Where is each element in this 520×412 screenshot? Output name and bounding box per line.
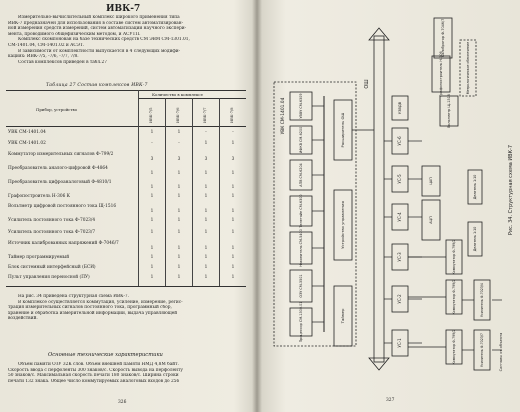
table-cell: 1: [150, 255, 154, 260]
table-cell: 1: [231, 171, 235, 176]
device-block-label: АЦП: [429, 216, 433, 224]
table-row-label: Усилитель постоянного тока Ф-7023/7: [8, 230, 96, 235]
specs-paragraph: [8, 362, 244, 384]
table-column-header: ИВК-7/5: [149, 107, 153, 123]
table-cell: 1: [204, 209, 208, 214]
uvk-block-label: Накопитель СМ-5400: [299, 229, 303, 267]
table-cell: -: [178, 141, 180, 146]
bus-label: ОШ: [364, 79, 370, 89]
page-number: 327: [386, 398, 395, 403]
text-line: печати 132 знака. Общее число коммутируемых аналоговых входов до 256: [8, 378, 180, 384]
table-column-header: ИВК-7/8: [230, 107, 234, 123]
table-cell: 1: [231, 209, 235, 214]
table-cell: 1: [150, 246, 154, 251]
table-cell: 1: [231, 275, 235, 280]
table-row-label: Преобразователь аналого-цифровой Ф-4864: [8, 166, 108, 171]
table-rule: [219, 98, 220, 286]
table-cell: 1: [150, 209, 154, 214]
table-rule: [6, 286, 246, 287]
text-line: Комплекс скомпонован на базе технических средств СМ ЭВМ СМ-1301.01,: [18, 37, 190, 43]
table-cell: 1: [231, 218, 235, 223]
table-cell: 1: [177, 130, 181, 135]
table-caption: Таблица 27 Состав комплексов ИВК-7: [46, 83, 148, 88]
table-cell: 1: [231, 255, 235, 260]
table-cell: 1: [177, 255, 181, 260]
table-cell: 1: [204, 246, 208, 251]
table-row-label: Пульт управления переносной (ПУ): [8, 275, 90, 280]
right-page: [262, 0, 520, 412]
table-cell: 3: [204, 157, 208, 162]
table-cell: 1: [204, 275, 208, 280]
table-cell: 1: [204, 171, 208, 176]
us-block-label: УС-3: [397, 252, 402, 262]
table-cell: 1: [231, 141, 235, 146]
table-column-header: ИВК-7/6: [176, 107, 180, 123]
table-cell: 1: [204, 265, 208, 270]
table-cell: 1: [231, 194, 235, 199]
table-cell: 1: [231, 230, 235, 235]
table-cell: 1: [177, 246, 181, 251]
middle-block-label: Расширитель ОШ: [340, 112, 345, 148]
text-line: СМ-1401.04, СМ-1401.02 и АСЭТ.: [8, 42, 85, 48]
text-line: воздействий.: [8, 316, 38, 322]
text-line: ИВК-7 предназначен для использования в составе систем автоматизирован-: [8, 20, 184, 26]
table-cell: 1: [177, 218, 181, 223]
uvk-block-label: Телетайп СМ-6300: [299, 194, 303, 228]
table-cell: -: [205, 130, 207, 135]
uvk-block-label: УВВУ СМ-6309: [299, 93, 303, 119]
text-line: Измерительно-вычислительный комплекс широкого применения типа: [18, 15, 180, 20]
table-cell: 1: [150, 230, 154, 235]
page-title: ИВК-7: [106, 4, 141, 14]
commutator-block-label: Коммутатор Ф-799/2: [452, 329, 456, 365]
table-row-label: УВК СМ-1401.04: [8, 130, 46, 135]
table-rule: [192, 98, 193, 286]
table-column-header: ИВК-7/7: [203, 107, 207, 123]
table-header-count: Количество в комплексе: [152, 92, 203, 97]
text-line: Скорость ввода с перфоленты 300 знаков/с. Скорость вывода на перфоленту: [8, 367, 183, 373]
table-cell: 1: [204, 255, 208, 260]
table-cell: 3: [231, 157, 235, 162]
table-row-label: Таймер программируемый: [8, 255, 70, 260]
text-line: Состав комплексов приведен в табл.27: [18, 59, 107, 65]
uvk-block-label: ОЗУ СМ-3501: [299, 274, 303, 298]
table-cell: 1: [150, 218, 154, 223]
device-block-label: ЦАП: [429, 177, 433, 185]
intro-paragraph: [8, 15, 244, 65]
commutator-block-label: Коммутатор Ф-799/2: [452, 239, 456, 275]
table-row-label: Источник калиброванных напряжений Ф-7046/7: [8, 241, 119, 246]
text-line: ной измерения средств измерений, систем автоматизации научного экспери-: [8, 26, 187, 32]
middle-block-label: Устройство управления: [340, 201, 345, 249]
middle-block-label: Таймер: [340, 308, 345, 324]
table-cell: 1: [177, 275, 181, 280]
signals-label: Сигналы от объекта: [499, 332, 503, 372]
table-cell: 1: [150, 275, 154, 280]
text-line: 50 знаков/с. Максимальная скорость печати 180 знаков/с. Ширина строки: [8, 373, 179, 379]
bus-arrow-top: [369, 28, 389, 40]
table-cell: 1: [204, 185, 208, 190]
text-line: В комплексе осуществляется коммутация, усиление, измерение, регис-: [18, 299, 183, 305]
table-row-label: Коммутатор измерительных сигналов Ф-799/2: [8, 152, 114, 157]
device-block-label: Графопостроитель Н-306: [439, 51, 443, 97]
table-row-label: Блок системный интерфейсный (БСИ): [8, 265, 96, 270]
device-block-label: Калибратор Ф-7046/7: [441, 18, 445, 58]
table-cell: 1: [177, 209, 181, 214]
table-rule: [165, 98, 166, 286]
table-row-label: Усилитель постоянного тока Ф-7023/4: [8, 218, 96, 223]
table-row-label: Вольтметр цифровой постоянного тока Щ-1516: [8, 204, 117, 209]
table-cell: 1: [150, 265, 154, 270]
table-row-label: Преобразователь цифроаналоговый Ф-4810/1: [8, 180, 112, 185]
table-header-device: Прибор, устройство: [36, 107, 78, 112]
text-line: Объем памяти ОЗУ 32К слов. Объем внешней памяти НМД 4,8М байт.: [18, 362, 179, 367]
table-cell: 1: [177, 185, 181, 190]
table-cell: 1: [177, 265, 181, 270]
composition-table: [6, 90, 246, 286]
commutator-block-label: Коммутатор Ф-799/2: [452, 279, 456, 315]
left-page: [6, 4, 250, 408]
bus-line: [374, 36, 384, 362]
book-spine-shadow: [252, 0, 262, 412]
text-line: В зависимости от комплектности выпускается в 4 следующих модифи-: [18, 48, 181, 54]
uvk-title: УВК СМ-1401.04: [281, 97, 286, 135]
table-cell: 3: [150, 157, 154, 162]
us-block-label: УС-1: [397, 338, 402, 348]
amplifier-block-label: Усилитель Ф-7023/7: [480, 333, 484, 367]
table-cell: 1: [204, 141, 208, 146]
table-rule: [6, 126, 246, 127]
structure-diagram: [262, 0, 520, 412]
table-cell: 1: [231, 185, 235, 190]
table-cell: 1: [177, 194, 181, 199]
text-line: хранение и обработка измерительной информации, выдача управляющей: [8, 310, 178, 316]
table-cell: 1: [150, 130, 154, 135]
text-line: На рис. 34 приведена структурная схема ИВК-7.: [18, 294, 130, 299]
table-cell: 1: [177, 230, 181, 235]
uvk-block-label: Процессор СМ-1300.01: [299, 301, 303, 343]
table-cell: -: [151, 141, 153, 146]
device-block-label: Вольтметр Щ-1516: [447, 94, 451, 128]
us-block-label: УС-6: [397, 136, 402, 146]
table-cell: 1: [204, 230, 208, 235]
table-cell: 1: [231, 246, 235, 251]
text-line: кациях: ИВК-7/5, -7/6, -7/7, 7/8.: [8, 54, 79, 60]
uvk-block-label: ИФКВ СМ-6200: [299, 126, 303, 154]
uvk-block-label: АПВ СМ-6204: [299, 163, 303, 187]
table-cell: 1: [150, 185, 154, 190]
table-rule: [6, 90, 246, 91]
divider-block-label: Делитель 1:10: [473, 174, 477, 200]
table-row-label: Графопостроитель Н-306 К: [8, 194, 70, 199]
software-block-label: Метрологическое обеспечение: [466, 41, 470, 95]
table-cell: 1: [177, 171, 181, 176]
after-table-paragraph: [8, 294, 244, 322]
us-block-label: УС-4: [397, 212, 402, 222]
table-cell: 1: [150, 171, 154, 176]
section-title: Основные технические характеристики: [48, 352, 163, 358]
us-block-label: УС-5: [397, 174, 402, 184]
table-rule: [138, 90, 139, 286]
table-row-label: УВК СМ-1401.02: [8, 141, 46, 146]
table-cell: 1: [150, 194, 154, 199]
figure-caption: Рис. 34. Структурная схема ИВК-7: [508, 144, 514, 236]
text-line: трация измерительных сигналов постоянного тока, программный сбор,: [8, 305, 172, 311]
table-cell: 1: [204, 194, 208, 199]
table-cell: 1: [231, 265, 235, 270]
table-cell: 3: [177, 157, 181, 162]
page-number: 326: [118, 400, 127, 405]
divider-block-label: Делитель 1:10: [473, 226, 477, 252]
table-cell: 1: [204, 218, 208, 223]
interface-block-label: УЗВДВ: [398, 101, 402, 115]
table-cell: -: [232, 130, 234, 135]
us-block-label: УС-2: [397, 294, 402, 304]
text-line: мента, проводимого общефизическим методом, и АСУТП.: [8, 31, 141, 37]
bus-arrow-bottom: [369, 358, 389, 370]
amplifier-block-label: Усилитель Ф-7023/4: [480, 283, 484, 317]
